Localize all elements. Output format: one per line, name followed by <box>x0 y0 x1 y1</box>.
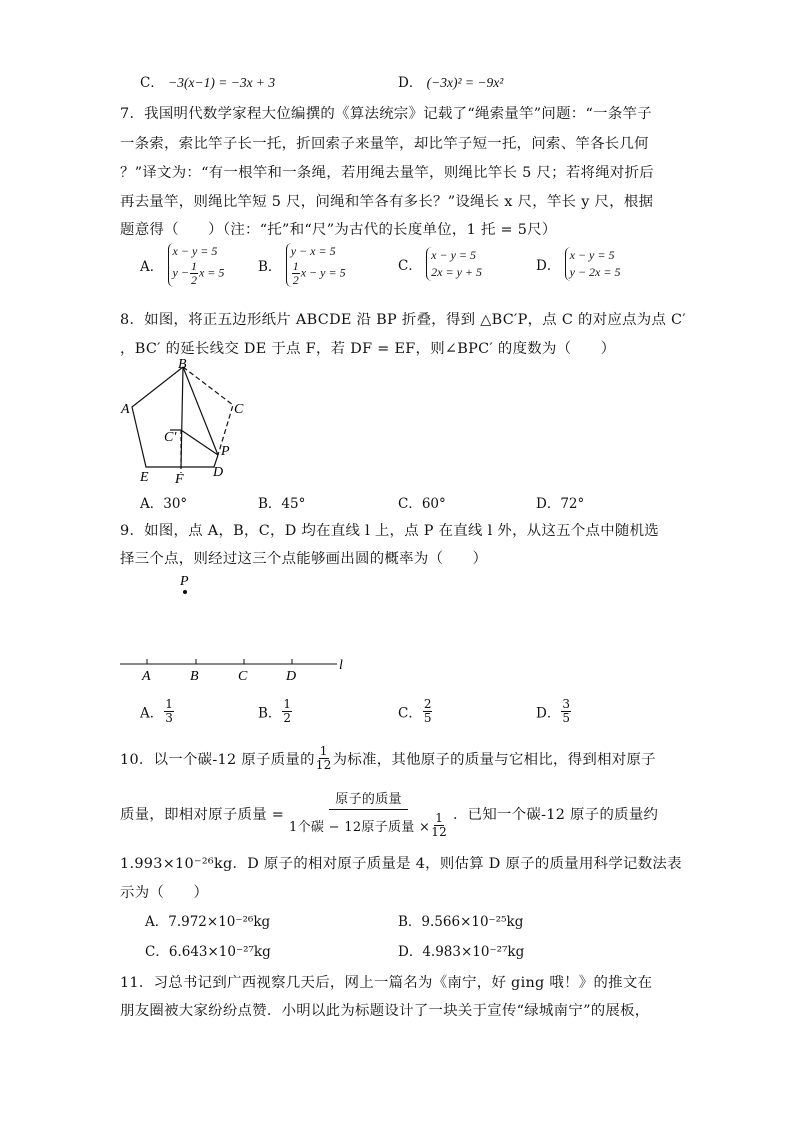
q7-line-4: 再去量竿，则绳比竿短 5 尺，问绳和竿各有多长？”设绳长 x 尺，竿长 y 尺，根据 <box>120 194 654 210</box>
q7-option-d <box>536 247 620 281</box>
label-C: C <box>238 669 248 684</box>
equation-system <box>168 243 225 287</box>
q7-line-3: ？”译文为：“有一根竿和一条绳，若用绳去量竿，则绳比竿长 5 尺；若将绳对折后 <box>120 165 655 181</box>
q10-option-c: C．6.643×10⁻²⁷kg <box>145 944 271 960</box>
q10-option-a: A．7.972×10⁻²⁶kg <box>145 914 271 930</box>
q9-option-d: D． $\frac{3}{5}$ <box>536 697 570 725</box>
q10-line-1: 10．以一个碳-12 原子质量的 $\frac{1}{12}$ 为标准，其他原子的质量与它相比，得到相对原子 <box>120 744 656 772</box>
option-label: D． <box>536 258 561 274</box>
equation-system <box>565 247 621 281</box>
pentagon-figure <box>110 355 260 490</box>
option-expression: −3(x−1) = −3x + 3 <box>168 75 276 90</box>
label-C-prime: C′ <box>164 430 177 445</box>
equation-system <box>286 243 346 287</box>
q7-option-c <box>398 247 482 281</box>
q8-line-1: 8．如图，将正五边形纸片 ABCDE 沿 BP 折叠，得到 △BC′P，点 C 的对应点为点 C′ <box>120 312 686 328</box>
q8-option-d: D．72° <box>536 496 585 512</box>
equation-2: y − 2x = 5 <box>569 265 621 279</box>
option-expression: (−3x)² = −9x² <box>426 75 504 90</box>
q8-option-b: B．45° <box>258 496 306 512</box>
q8-option-a: A．30° <box>140 496 188 512</box>
q10-line-3: 1.993×10⁻²⁶kg．D 原子的相对原子质量是 4，则估算 D 原子的质量用科学记数法表 <box>120 856 682 872</box>
equation-2: 2x = y + 5 <box>431 265 482 279</box>
option-label: B． <box>258 259 282 275</box>
option-label: C． <box>398 258 422 274</box>
equation-1: x − y = 5 <box>172 244 218 258</box>
q8-line-2: ，BC′ 的延长线交 DE 于点 F，若 DF = EF，则∠BPC′ 的度数为（ ） <box>120 341 616 357</box>
equation-2: y − $\frac{1}{2}$ x = 5 <box>172 259 225 287</box>
q6-option-d <box>398 71 503 91</box>
q10-line-4: 示为（ ） <box>120 885 209 901</box>
option-label: A． <box>140 259 164 275</box>
label-F: F <box>175 472 184 487</box>
atomic-mass-formula: 原子的质量 1个碳 − 12原子质量 × $\frac{1}{12}$ <box>289 788 448 839</box>
q6-option-c <box>140 71 275 91</box>
q9-line-1: 9．如图，点 A，B，C，D 均在直线 l 上，点 P 在直线 l 外，从这五个点中随机选 <box>120 523 659 539</box>
label-C: C <box>234 402 244 417</box>
equation-1: x − y = 5 <box>431 248 476 262</box>
q7-option-a <box>140 243 224 287</box>
point-P <box>183 590 187 594</box>
option-label: D． <box>398 75 423 91</box>
q11-line-2: 朋友圈被大家纷纷点赞．小明以此为标题设计了一块关于宣传“绿城南宁”的展板， <box>120 1003 650 1019</box>
label-l: l <box>339 658 343 673</box>
q10-option-d: D．4.983×10⁻²⁷kg <box>398 944 525 960</box>
label-P: P <box>221 444 230 459</box>
label-B: B <box>178 357 187 372</box>
q7-line-1: 7．我国明代数学家程大位编撰的《算法统宗》记载了“绳索量竿”问题：“一条竿子 <box>120 106 652 122</box>
label-D: D <box>286 669 297 684</box>
q10-line-2: 质量，即相对原子质量 = 原子的质量 1个碳 − 12原子质量 × $\frac{1}{12}$ ．已知一个碳-12 原子的质量约 <box>120 788 658 839</box>
label-D: D <box>213 465 224 480</box>
q11-line-1: 11．习总书记到广西视察几天后，网上一篇名为《南宁，好 ging 哦！》的推文在 <box>120 975 653 991</box>
q10-option-b: B．9.566×10⁻²⁵kg <box>398 914 524 930</box>
q7-line-5: 题意得（ ）（注：“托”和“尺”为古代的长度单位，1 托 = 5尺） <box>120 222 557 238</box>
q9-option-c: C． $\frac{2}{5}$ <box>398 697 432 725</box>
q9-option-b: B． $\frac{1}{2}$ <box>258 697 292 725</box>
q8-option-c: C．60° <box>398 496 446 512</box>
label-E: E <box>140 470 149 485</box>
label-A: A <box>142 669 151 684</box>
q9-option-a: A． $\frac{1}{3}$ <box>140 697 173 725</box>
equation-1: y − x = 5 <box>290 244 336 258</box>
equation-system <box>426 247 482 281</box>
line-points-figure <box>115 570 355 685</box>
equation-1: x − y = 5 <box>569 248 615 262</box>
q9-line-2: 择三个点，则经过这三个点能够画出圆的概率为（ ） <box>120 551 488 567</box>
label-P: P <box>180 574 189 589</box>
label-A: A <box>121 402 130 417</box>
q7-line-2: 一条索，索比竿子长一托，折回索子来量竿，却比竿子短一托，问索、竿各长几何 <box>120 136 649 152</box>
option-label: C． <box>140 75 164 91</box>
q7-option-b <box>258 243 346 287</box>
label-B: B <box>190 669 199 684</box>
equation-2: $\frac{1}{2}$ x − y = 5 <box>292 259 346 287</box>
